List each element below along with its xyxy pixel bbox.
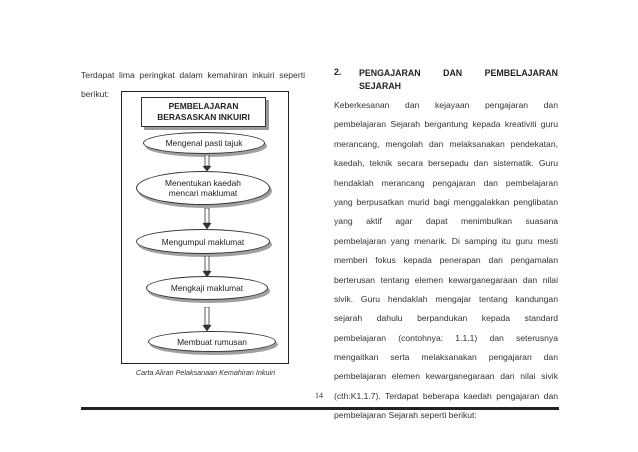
section-title-word-2: DAN (443, 68, 463, 78)
paragraph-line: berterusan tentang elemen kewarganegaraan dan nilai (334, 274, 558, 285)
flowchart-step-2-text-line1: Menentukan kaedah (165, 178, 241, 188)
section-title-word-3: PEMBELAJARAN (484, 68, 558, 78)
flowchart-title (141, 97, 266, 127)
section-paragraph (334, 96, 558, 426)
paragraph-line: pembelajaran yang menarik. Di samping itu guru mesti (334, 235, 558, 246)
paragraph-line: pembelajaran Sejarah seperti berikut: (334, 410, 477, 421)
flowchart-title-line2: BERASASKAN INKUIRI (157, 112, 250, 122)
paragraph-line: pembelajaran (contohnya: 1.1.1) dan seterusnya (334, 332, 558, 343)
section-title-line2: SEJARAH (359, 81, 402, 91)
flowchart-step-3-text: Mengumpul maklumat (161, 236, 245, 247)
flowchart-step-5-text: Membuat rumusan (177, 336, 247, 347)
paragraph-line: pembelajaran Sejarah bergantung kepada kreativiti guru (334, 119, 558, 130)
paragraph-line: mengaitkan serta melaksanakan pengajaran dan (334, 352, 558, 363)
flowchart-step-5 (148, 331, 276, 352)
page-number: 14 (315, 391, 323, 400)
flowchart-step-2 (136, 171, 270, 205)
flowchart-step-4 (146, 276, 268, 300)
down-arrow-icon (202, 208, 212, 230)
paragraph-line: pembelajaran elemen kewarganegaraan dan nilai sivik (334, 371, 558, 382)
down-arrow-icon (202, 155, 212, 172)
paragraph-line: hendaklah merancang pengajaran dan pembelajaran (334, 177, 558, 188)
down-arrow-icon (202, 256, 212, 278)
section-number: 2. (334, 67, 342, 77)
paragraph-line: memberi fokus kepada penerapan dan pengamalan (334, 255, 558, 266)
paragraph-line: (cth:K1.1.7). Terdapat beberapa kaedah pengajaran dan (334, 390, 558, 401)
paragraph-line: merancang, mengolah dan melaksanakan pendekatan, (334, 138, 558, 149)
flowchart-step-1-text: Mengenal pasti tajuk (165, 138, 243, 148)
section-title (359, 67, 558, 93)
paragraph-line: yang berpusatkan murid bagi menggalakkan penglibatan (334, 196, 558, 207)
flowchart-caption: Carta Aliran Pelaksanaan Kemahiran Inkuiri (135, 368, 276, 377)
paragraph-line: sejarah dahulu berpandukan kepada standard (334, 313, 558, 324)
down-arrow-icon (202, 307, 212, 332)
footer-divider (81, 407, 559, 410)
flowchart-step-2-text-line2: mencari maklumat (168, 188, 238, 198)
flowchart-step-1 (143, 132, 265, 154)
intro-text: Terdapat lima peringkat dalam kemahiran inkuiri seperti berikut: (81, 70, 305, 99)
paragraph-line: kaedah, teknik secara bersepadu dan sistematik. Guru (334, 158, 558, 169)
paragraph-line: yang aktif agar dapat menimbulkan suasana (334, 216, 558, 227)
flowchart-title-line1: PEMBELAJARAN (168, 101, 239, 111)
flowchart-step-3 (136, 229, 270, 254)
flowchart-step-4-text: Mengkaji maklumat (170, 283, 244, 293)
paragraph-line: Keberkesanan dan kejayaan pengajaran dan (334, 100, 558, 110)
section-title-word-1: PENGAJARAN (359, 68, 421, 78)
paragraph-line: sivik. Guru hendaklah mengajar tentang kandungan (334, 293, 558, 304)
